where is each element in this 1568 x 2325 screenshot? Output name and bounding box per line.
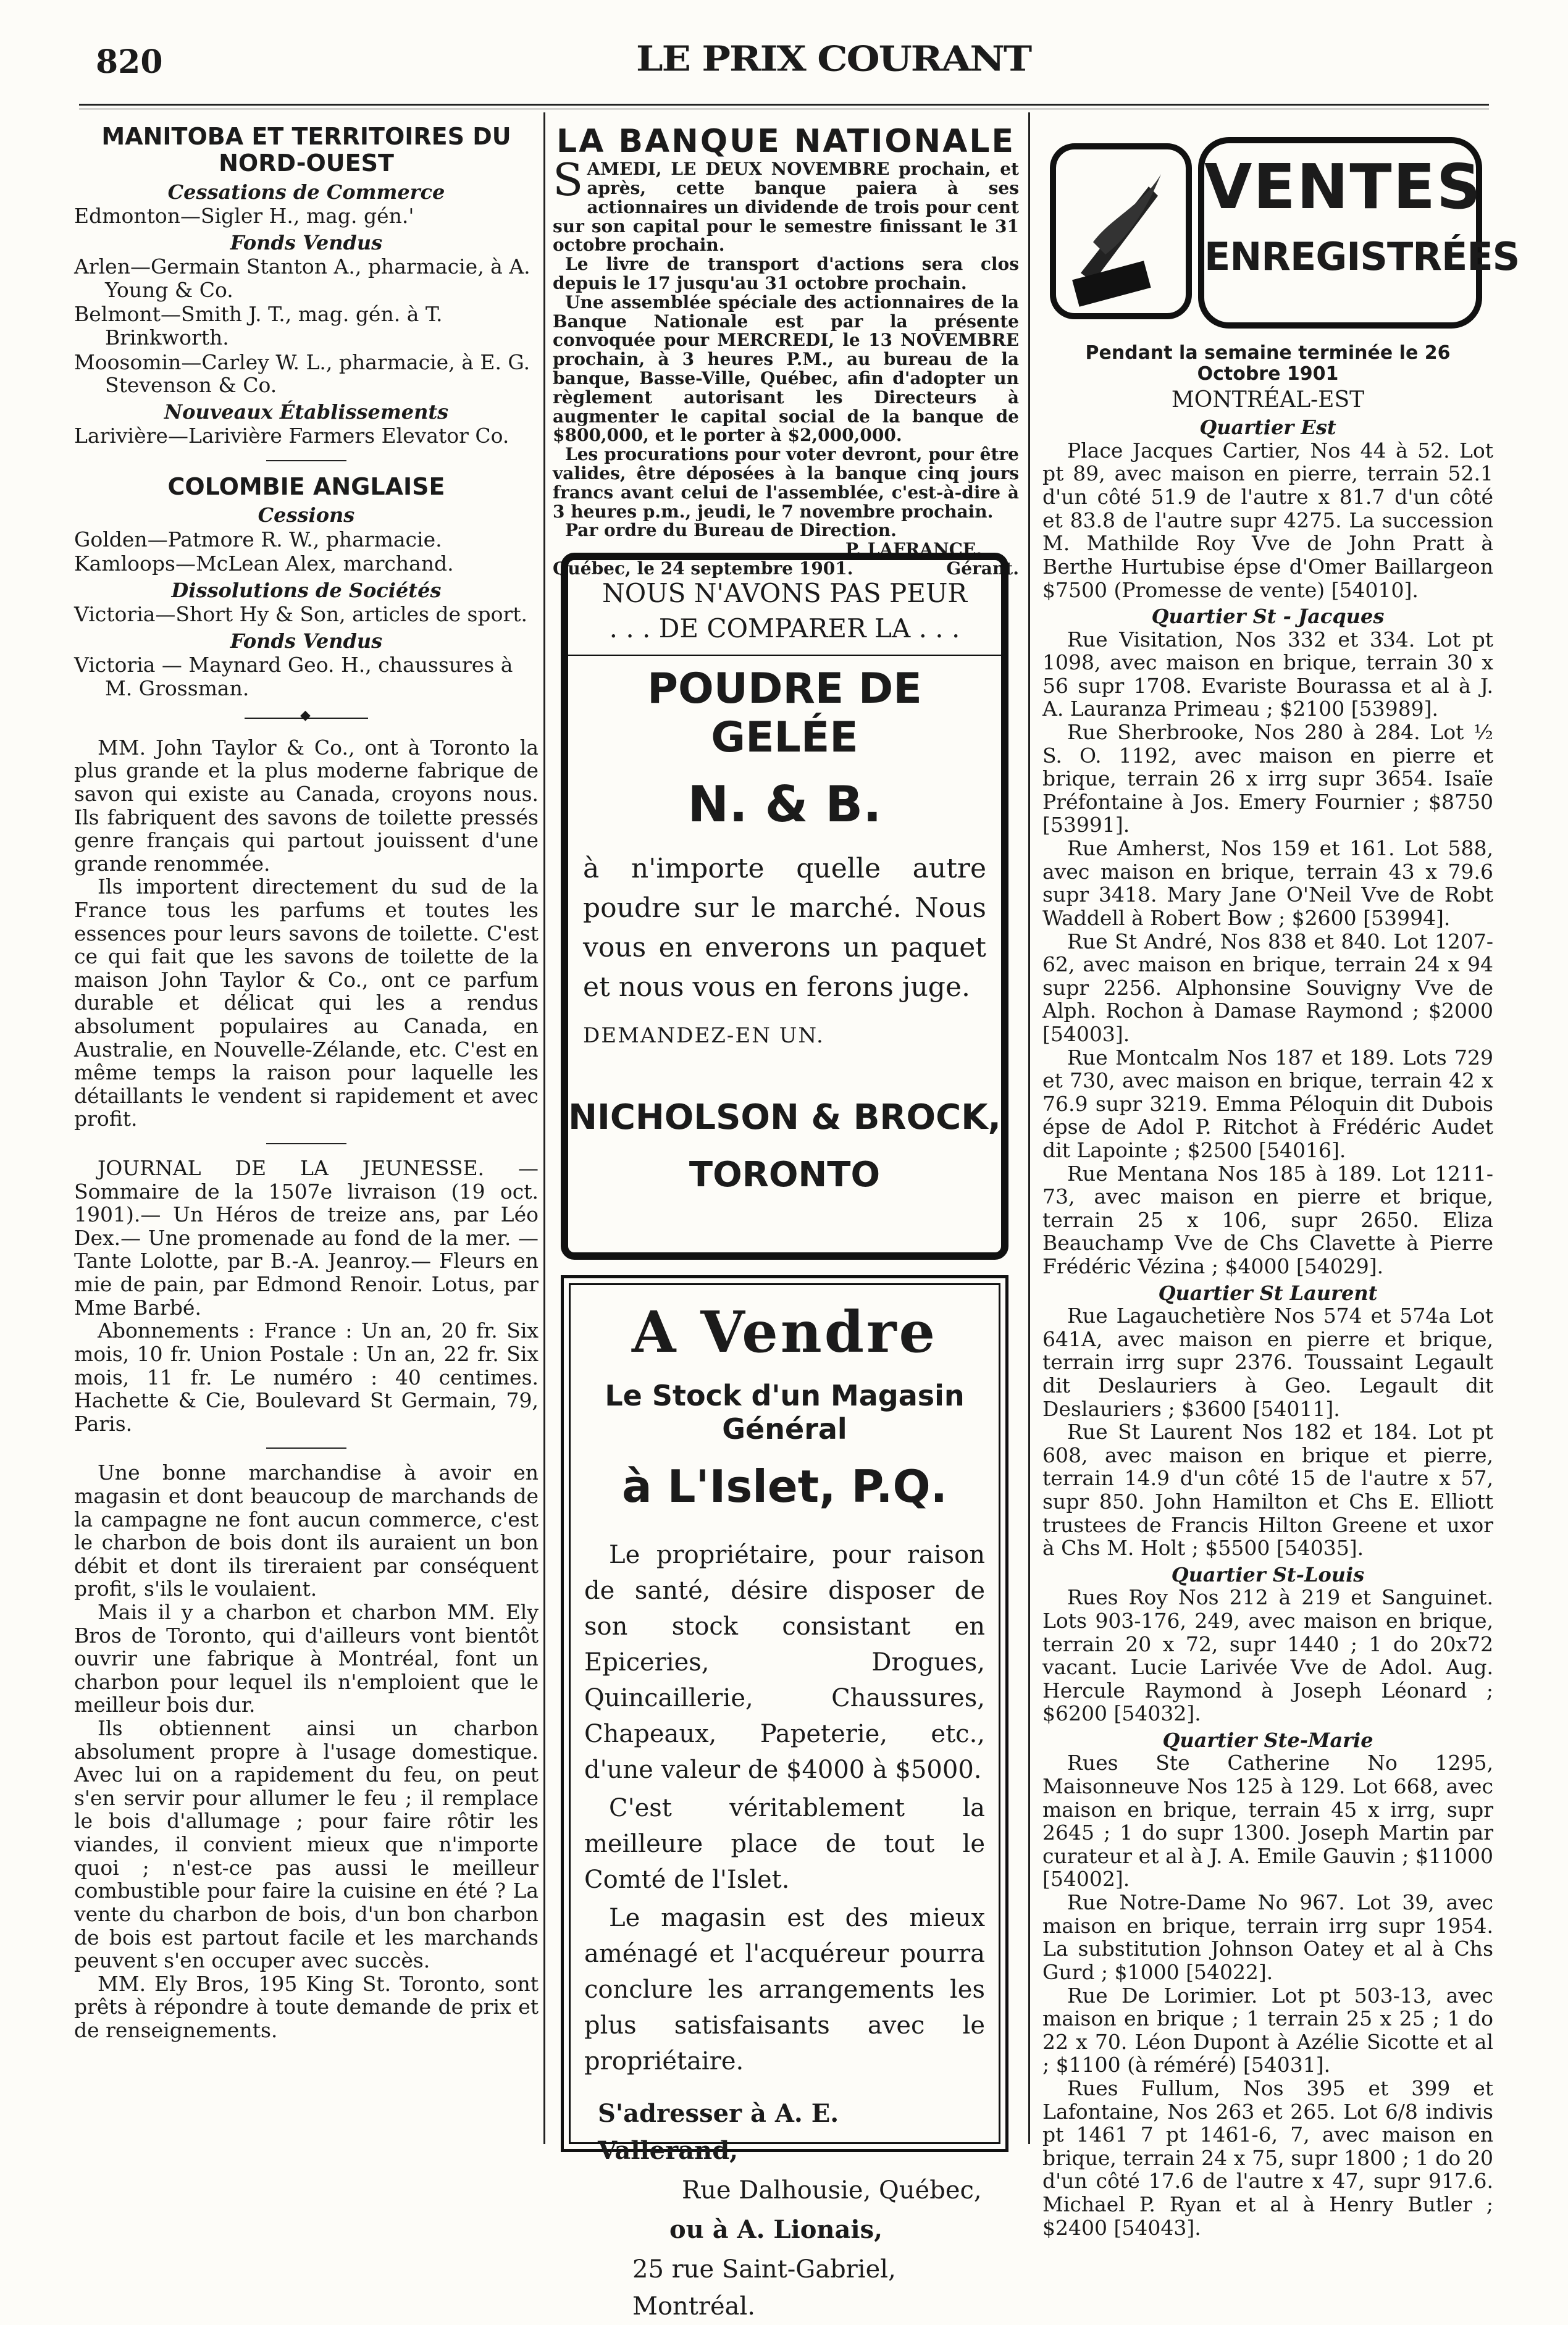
quartier-heading: Quartier Ste-Marie (1162, 1728, 1373, 1752)
divider (266, 1143, 346, 1144)
quartier-heading: Quartier St Laurent (1158, 1281, 1378, 1305)
subhead-fonds-colombie: Fonds Vendus (230, 629, 383, 653)
ad-poudre-brand: N. & B. (687, 776, 882, 834)
ventes-banner (1050, 137, 1520, 329)
quartier-heading: Quartier St - Jacques (1151, 605, 1385, 629)
list-item: Rue Lagauchetière Nos 574 et 574a Lot 641A, avec maison en pierre et brique, terrain irrg supr 2376. Toussaint Legault dit Deslauriers à Geo. Legault dit Deslauriers ; $3600 [54011]. (1042, 1304, 1493, 1421)
article-charbon-p2: Mais il y a charbon et charbon MM. Ely Bros de Toronto, qui d'ailleurs vont bientôt ouvrir une fabrique à Montréal, font un charbon pour lequel ils n'emploient que le meilleur bois dur. (74, 1600, 539, 1717)
header-rule (79, 104, 1489, 106)
list-item: Rue Montcalm Nos 187 et 189. Lots 729 et 730, avec maison en brique, terrain 42 x 76.9 supr 3219. Emma Péloquin dit Dubois épse de Adol P. Ritchot à Frédéric Audet dit Lapointe ; $2500 [54016]. (1042, 1045, 1493, 1163)
quartier-heading: Quartier Est (1199, 416, 1336, 440)
ad-vendre-text-2: C'est véritablement la meilleure place de tout le Comté de l'Islet. (584, 1794, 985, 1894)
list-item: Edmonton—Sigler H., mag. gén.' (74, 204, 414, 228)
ad-poudre-line-1: NOUS N'AVONS PAS PEUR (602, 578, 967, 608)
list-item: Rue Amherst, Nos 159 et 161. Lot 588, avec maison en brique, terrain 43 x 79.6 supr 3418. Mary Jane O'Neil Vve de Robt Waddell à Robert Bow ; $2600 [53994]. (1042, 836, 1493, 930)
week-caption: Pendant la semaine terminée le 26 Octobre 1901 (1085, 342, 1451, 385)
city-heading: MONTRÉAL-EST (1171, 387, 1365, 413)
column-divider-2 (1028, 112, 1030, 2144)
list-item: Victoria—Short Hy & Son, articles de sport. (74, 602, 528, 627)
list-item: Rue Notre-Dame No 967. Lot 39, avec maison en brique, terrain irrg supr 1954. La substitution Johnson Oatey et al à Chs Gurd ; $1000 [54022]. (1042, 1890, 1493, 1984)
ad-vendre-line-1: Le Stock d'un Magasin Général (605, 1379, 965, 1446)
banque-text-4: Les procurations pour voter devront, pour être valides, être déposées à la banque cinq jours francs avant celui de l'assemblée, c'est-à-dire à 3 heures p.m., jeudi, le 7 novembre prochain. (553, 444, 1019, 522)
list-item: Rues Roy Nos 212 à 219 et Sanguinet. Lots 903-176, 249, avec maison en brique, terrain 20 x 72, supr 1440 ; 1 do 20x72 vacant. Lucie Larivée Vve de Adol. Aug. Hercule Raymond à Joseph Léonard ; $6200 [54032]. (1042, 1585, 1493, 1726)
list-item: Rue Visitation, Nos 332 et 334. Lot pt 1098, avec maison en brique, terrain 30 x 56 supr 1708. Evariste Bourassa et al à J. A. Lauranza Primeau ; $2100 [53989]. (1042, 627, 1493, 721)
quartier-heading: Quartier St-Louis (1171, 1562, 1365, 1586)
ad-vendre-contact-4: 25 rue Saint-Gabriel, Montréal. (632, 2255, 896, 2321)
section-title-manitoba: MANITOBA ET TERRITOIRES DU (101, 123, 511, 150)
subhead-fonds: Fonds Vendus (230, 230, 383, 254)
quill-icon (1050, 143, 1192, 319)
banque-place-date: Québec, le 24 septembre 1901. (553, 558, 853, 579)
ad-vendre-title: A Vendre (631, 1299, 938, 1365)
list-item: Rue Sherbrooke, Nos 280 à 284. Lot ½ S. O. 1192, avec maison en pierre et brique, terrain 26 x irrg supr 3654. Isaïe Préfontaine à Jos. Emery Fournier ; $8750 [53991]. (1042, 720, 1493, 837)
subhead-dissolutions: Dissolutions de Sociétés (171, 578, 442, 602)
ventes-title-1: VENTES (1204, 151, 1482, 223)
list-item: Belmont—Smith J. T., mag. gén. à T. Brinkworth. (74, 302, 443, 350)
column-3 (1042, 343, 1493, 2239)
ad-poudre-city: TORONTO (689, 1154, 881, 1195)
ad-vendre-line-2: à L'Islet, P.Q. (621, 1460, 948, 1512)
article-taylor-p2: Ils importent directement du sud de la France tous les parfums et toutes les essences pour leurs savons de toilette. C'est ce qui fait que les savons de toilette de la maison John Taylor & Co., ont ce parfum durable et délicat qui les a rendus absolument populaires au Canada, en Australie, en Nouvelle-Zélande, etc. C'est en même temps la raison pour laquelle les détaillants le vendent si rapidement et avec profit. (74, 874, 539, 1131)
article-charbon-p4: MM. Ely Bros, 195 King St. Toronto, sont prêts à répondre à toute demande de prix et de renseignements. (74, 1971, 539, 2042)
divider (266, 460, 346, 461)
column-1 (74, 124, 539, 2042)
banque-text-3: Une assemblée spéciale des actionnaires de la Banque Nationale est par la présente convoquée pour MERCREDI, le 13 NOVEMBRE prochain, à 3 heures P.M., au bureau de la banque, Basse-Ville, Québec, afin d'adopter un règlement autorisant les Directeurs à augmenter le capital social de la banque de $800,000, et le porter à $2,000,000. (553, 291, 1019, 446)
subhead-cessations: Cessations de Commerce (167, 180, 445, 204)
article-journal-p1: JOURNAL DE LA JEUNESSE. — Sommaire de la 1507e livraison (19 oct. 1901).— Un Héros de treize ans, par Léo Dex.— Une promenade au fond de la mer. — Tante Lolotte, par B.-A. Jeanroy.— Fleurs en mie de pain, par Edmond Renoir. Lotus, par Mme Barbé. (74, 1156, 539, 1320)
ad-poudre-cta: DEMANDEZ-EN UN. (583, 1023, 824, 1048)
ad-vendre-contact-3: ou à A. Lionais, (669, 2215, 883, 2244)
ad-vendre-contact-1: S'adresser à A. E. Vallerand, (598, 2099, 839, 2165)
article-charbon-p3: Ils obtiennent ainsi un charbon absolument propre à l'usage domestique. Avec lui on a rapidement du feu, on peut s'en servir pour allumer le feu ; il remplace le bois d'allumage ; pour faire rôtir les viandes, il convient mieux que n'importe quoi ; n'est-ce pas aussi le meilleur combustible pour faire la cuisine en été ? La vente du charbon de bois, d'un bon charbon de bois est partout facile et les marchands peuvent s'en occuper avec succès. (74, 1716, 539, 1973)
ventes-title-2: ENREGISTRÉES (1204, 234, 1520, 279)
drop-cap: S (553, 154, 584, 206)
ad-a-vendre (561, 1275, 1008, 2321)
list-item: Arlen—Germain Stanton A., pharmacie, à A. Young & Co. (74, 254, 530, 302)
list-item: Rues Fullum, Nos 395 et 399 et Lafontaine, Nos 263 et 265. Lot 6/8 indivis pt 1461 7 pt 1461-6, 7, avec maison en brique, terrain 24 x 75, supr 1800 ; 1 do 20 d'un côté 17.6 de l'autre x 47, supr 917.6. Michael P. Ryan et al à Henry Butler ; $2400 [54043]. (1042, 2076, 1493, 2240)
subhead-cessions: Cessions (258, 503, 355, 527)
ad-vendre-contact-2: Rue Dalhousie, Québec, (682, 2176, 982, 2205)
banque-text-2: Le livre de transport d'actions sera clos depuis le 17 jusqu'au 31 octobre prochain. (553, 254, 1019, 294)
masthead-logo: LE PRIX COURANT (636, 38, 1031, 80)
ad-poudre-company: NICHOLSON & BROCK, (568, 1097, 1001, 1137)
banque-text-1: AMEDI, LE DEUX NOVEMBRE prochain, et après, cette banque paiera à ses actionnaires un dividende de trois pour cent sur son capital pour le semestre finissant le 31 octobre prochain. (553, 159, 1019, 256)
subhead-nouveaux: Nouveaux Établissements (164, 400, 449, 424)
page-number: 820 (96, 43, 163, 81)
ad-poudre-gelee (561, 553, 1008, 1260)
list-item: Rue Mentana Nos 185 à 189. Lot 1211-73, avec maison en pierre et brique, terrain 25 x 106, supr 2650. Eliza Beauchamp Vve de Chs Clavette à Pierre Frédéric Vézina ; $4000 [54029]. (1042, 1161, 1493, 1279)
banque-signer: P. LAFRANCE, (845, 539, 982, 560)
list-item: Kamloops—McLean Alex, marchand. (74, 551, 454, 576)
banque-notice (553, 154, 1019, 579)
ventes-title (1198, 137, 1520, 329)
list-item: Rue St Laurent Nos 182 et 184. Lot pt 608, avec maison en brique et pierre, terrain 14.9 d'un côté 15 de l'autre x 57, supr 850. John Hamilton et Chs E. Elliott trustees de Francis Hilton Greene et uxor à Chs M. Holt ; $5500 [54035]. (1042, 1420, 1493, 1560)
section-title-manitoba-2: NORD-OUEST (219, 149, 394, 177)
ad-vendre-text-1: Le propriétaire, pour raison de santé, désire disposer de son stock consistant en Epiceries, Drogues, Quincaillerie, Chaussures, Chapeaux, Papeterie, etc., d'une valeur de $4000 à $5000. (584, 1541, 985, 1784)
list-item: Moosomin—Carley W. L., pharmacie, à E. G. Stevenson & Co. (74, 350, 530, 398)
divider (266, 1447, 346, 1449)
list-item: Rue St André, Nos 838 et 840. Lot 1207-62, avec maison en brique, terrain 24 x 94 supr 2256. Alphonsine Souvigny Vve de Alph. Rochon à Damase Raymond ; $2000 [54003]. (1042, 929, 1493, 1046)
list-item: Victoria — Maynard Geo. H., chaussures à M. Grossman. (74, 653, 513, 701)
list-item: Rues Ste Catherine No 1295, Maisonneuve Nos 125 à 129. Lot 668, avec maison en brique, terrain 45 x irrg, supr 2645 ; 1 do supr 1300. Joseph Martin par curateur et al à J. A. Emile Gauvin ; $11000 [54002]. (1042, 1751, 1493, 1891)
ornament-divider (245, 718, 368, 719)
banque-role: Gérant. (946, 558, 1019, 579)
ad-poudre-text: à n'importe quelle autre poudre sur le marché. Nous vous en enverons un paquet et nous vous en ferons juge. (583, 853, 986, 1003)
banque-title: LA BANQUE NATIONALE (556, 123, 1016, 160)
column-divider-1 (543, 112, 545, 2144)
ad-poudre-line-2: . . . DE COMPARER LA . . . (609, 613, 960, 643)
article-taylor-p1: MM. John Taylor & Co., ont à Toronto la plus grande et la plus moderne fabrique de savon qui existe au Canada, croyons nous. Ils fabriquent des savons de toilette pressés genre français qui partout jouissent d'une grande renommée. (74, 735, 539, 876)
list-item: Rue De Lorimier. Lot pt 503-13, avec maison en brique ; 1 terrain 25 x 25 ; 1 do 22 x 70. Léon Dupont à Azélie Sicotte et al ; $1100 (à réméré) [54031]. (1042, 1983, 1493, 2077)
list-item: Larivière—Larivière Farmers Elevator Co. (74, 424, 509, 448)
article-journal-p2: Abonnements : France : Un an, 20 fr. Six mois, 10 fr. Union Postale : Un an, 22 fr. Six mois, 11 fr. Le numéro : 40 centimes. Hachette & Cie, Boulevard St Germain, 79, Paris. (74, 1318, 539, 1436)
section-title-colombie: COLOMBIE ANGLAISE (167, 472, 445, 500)
list-item: Place Jacques Cartier, Nos 44 à 52. Lot pt 89, avec maison en pierre, terrain 52.1 d'un côté 51.9 de l'autre x 81.7 d'un côté et 83.8 de l'autre supr 4275. La succession M. Mathilde Roy Vve de John Pratt à Berthe Hurtubise épse d'Omer Baillargeon $7500 (Promesse de vente) [54010]. (1042, 438, 1493, 602)
list-item: Golden—Patmore R. W., pharmacie. (74, 527, 442, 551)
article-charbon-p1: Une bonne marchandise à avoir en magasin et dont beaucoup de marchands de la campagne ne font aucun commerce, c'est le charbon de bois dont ils auraient un bon débit et dont ils tireraient par conséquent profit, s'ils le voulaient. (74, 1460, 539, 1601)
banque-text-5: Par ordre du Bureau de Direction. (565, 520, 897, 541)
ad-vendre-text-3: Le magasin est des mieux aménagé et l'acquéreur pourra conclure les arrangements les plus satisfaisants avec le propriétaire. (584, 1904, 985, 2076)
column-2 (553, 124, 1019, 579)
ad-poudre-product: POUDRE DE GELÉE (647, 664, 922, 763)
